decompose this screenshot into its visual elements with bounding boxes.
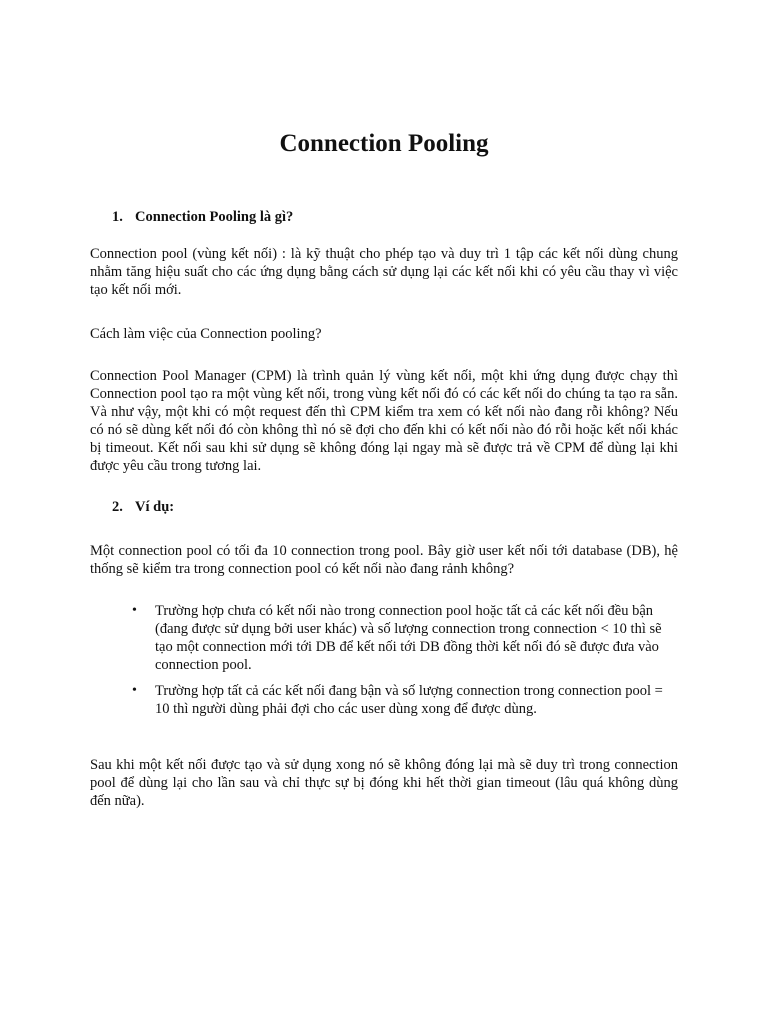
how-it-works-label: Cách làm việc của Connection pooling?	[90, 326, 322, 342]
bullet-item-1	[0, 602, 678, 674]
section-1-heading	[112, 208, 293, 226]
example-bullet-list	[0, 602, 768, 726]
section-2-number: 2.	[112, 499, 123, 515]
bullet-item-2	[0, 682, 678, 718]
section-1-heading-text: Connection Pooling là gì?	[135, 209, 294, 225]
bullet-icon: •	[132, 683, 137, 698]
document-title: Connection Pooling	[279, 130, 489, 157]
section-2-heading-text: Ví dụ:	[135, 499, 175, 515]
bullet-icon: •	[132, 603, 137, 618]
bullet-item-text: Trường hợp tất cả các kết nối đang bận và số lượng connection trong connection pool = 10 thì người dùng phải đợi cho các user dùng xong để được dùng.	[155, 683, 663, 717]
conclusion-paragraph: Sau khi một kết nối được tạo và sử dụng xong nó sẽ không đóng lại mà sẽ duy trì trong connection pool để dùng lại cho lần sau và chỉ thực sự bị đóng khi hết thời gian timeout (lâu quá không dùng đến nữa).	[90, 757, 678, 809]
how-it-works-paragraph: Connection Pool Manager (CPM) là trình quản lý vùng kết nối, một khi ứng dụng được chạy thì Connection pool tạo ra một vùng kết nối, trong vùng kết nối đó có các kết nối do chúng ta tạo ra sẵn. Và như vậy, một khi có một request đến thì CPM kiểm tra xem có kết nối nào đang rỗi không? Nếu có nó sẽ dùng kết nối đó còn không thì nó sẽ đợi cho đến khi có kết nối nào đó rỗi hoặc kết nối khác bị timeout. Kết nối sau khi sử dụng sẽ không đóng lại ngay mà sẽ được trả về CPM để dùng lại khi được yêu cầu trong tương lai.	[90, 368, 678, 474]
section-2-heading	[112, 498, 174, 516]
definition-paragraph: Connection pool (vùng kết nối) : là kỹ thuật cho phép tạo và duy trì 1 tập các kết nối dùng chung nhằm tăng hiệu suất cho các ứng dụng bằng cách sử dụng lại các kết nối khi có yêu cầu thay vì việc tạo kết nối mới.	[90, 246, 678, 298]
bullet-item-text: Trường hợp chưa có kết nối nào trong connection pool hoặc tất cả các kết nối đều bận (đang được sử dụng bởi user khác) và số lượng connection trong connection < 10 thì sẽ tạo một connection mới tới DB để kết nối tới DB đồng thời kết nối đó sẽ được đưa vào connection pool.	[155, 603, 662, 673]
section-1-number: 1.	[112, 209, 123, 225]
example-intro-paragraph: Một connection pool có tối đa 10 connection trong pool. Bây giờ user kết nối tới database (DB), hệ thống sẽ kiểm tra trong connection pool có kết nối nào đang rảnh không?	[90, 543, 678, 577]
